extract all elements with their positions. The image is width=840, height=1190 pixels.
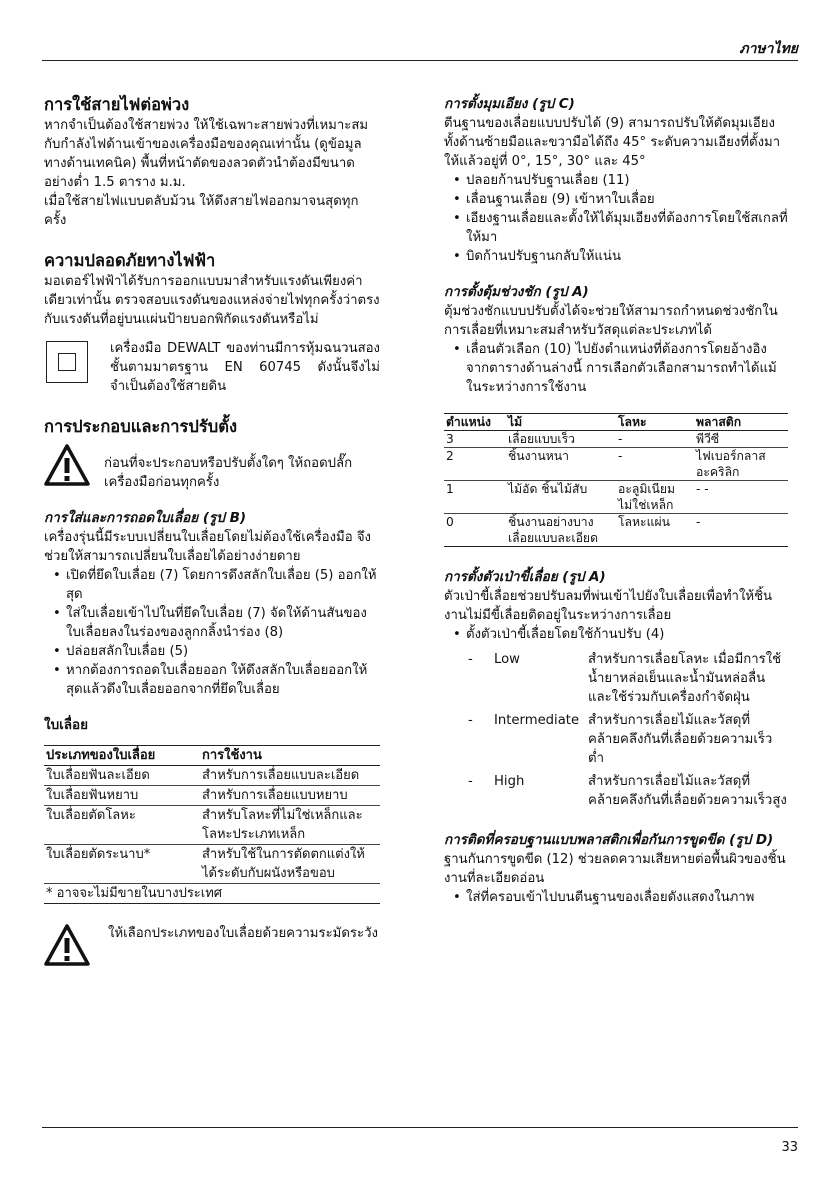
table-header-cell: ไม้ xyxy=(506,414,616,431)
list-item: • ตั้งตัวเป่าขี้เลื่อยโดยใช้ก้านปรับ (4) xyxy=(444,625,788,644)
extension-cable-reel-text: เมื่อใช้สายไฟแบบตลับม้วน ให้ดึงสายไฟออกมาจนสุดทุกครั้ง xyxy=(44,194,359,228)
mode-name: High xyxy=(494,774,525,789)
blade-change-steps xyxy=(44,566,380,699)
guard-text: ฐานกันการขูดขีด (12) ช่วยลดความเสียหายต่อพื้นผิวของชิ้นงานที่ละเอียดอ่อน xyxy=(444,852,786,886)
warning-icon xyxy=(44,444,90,486)
bevel-text: ตีนฐานของเลื่อยแบบปรับได้ (9) สามารถปรับให้ตัดมุมเอียงทั้งด้านซ้ายมือและขวามือได้ถึง 45° ระดับความเอียงที่ตั้งมาให้แล้วอยู่ที่ 0°, 15°, 30° และ 45° xyxy=(444,116,781,169)
extension-cable-text: หากจำเป็นต้องใช้สายพ่วง ให้ใช้เฉพาะสายพ่วงที่เหมาะสมกับกำลังไฟด้านเข้าของเครื่องมือของคุณเท่านั้น (ดูข้อมูลทางด้านเทคนิค) พื้นที่หน้าตัดของลวดตัวนำต้องมีขนาดอย่างต่ำ 1.5 ตาราง ม.ม. xyxy=(44,118,369,190)
list-item: • ใส่ใบเลื่อยเข้าไปในที่ยึดใบเลื่อย (7) จัดให้ด้านสันของใบเลื่อยลงในร่องของลูกกลิ้งนำร่อง (8) xyxy=(44,604,380,642)
page-number: 33 xyxy=(781,1140,798,1155)
table-row xyxy=(44,845,380,884)
guard-heading: การติดที่ครอบฐานแบบพลาสติกเพื่อกันการขูดขีด (รูป D) xyxy=(444,832,774,848)
table-cell: 1 xyxy=(444,481,506,514)
table-header-cell: พลาสติก xyxy=(694,414,788,431)
double-insulation-note xyxy=(44,339,380,396)
table-footnote: * อาจจะไม่มีขายในบางประเทศ xyxy=(44,884,380,904)
list-item: • บิดก้านปรับฐานกลับให้แน่น xyxy=(444,247,788,266)
assembly-warning-text: ก่อนที่จะประกอบหรือปรับตั้งใดๆ ให้ถอดปลั๊กเครื่องมือก่อนทุกครั้ง xyxy=(104,456,353,490)
blower-modes xyxy=(468,650,788,810)
blade-warning-text: ให้เลือกประเภทของใบเลื่อยด้วยความระมัดระวัง xyxy=(108,926,378,941)
list-item: • เลื่อนตัวเลือก (10) ไปยังตำแหน่งที่ต้องการโดยอ้างอิงจากตารางด้านล่างนี้ การเลือกตัวเลือกสามารถทำได้แม้ในระหว่างการใช้งาน xyxy=(444,340,788,397)
table-cell: สำหรับการเลื่อยแบบหยาบ xyxy=(200,786,380,806)
blower-steps xyxy=(444,625,788,644)
blower-mode-low: - Low สำหรับการเลื่อยโลหะ เมื่อมีการใช้น้ำยาหล่อเย็นและน้ำมันหล่อลื่น และใช้ร่วมกับเครื่องกำจัดฝุ่น xyxy=(468,650,788,707)
table-cell: ใบเลื่อยตัดโลหะ xyxy=(44,806,200,845)
mode-desc: สำหรับการเลื่อยไม้และวัสดุที่คล้ายคลึงกันที่เลื่อยด้วยความเร็วต่ำ xyxy=(588,713,773,766)
table-row xyxy=(44,786,380,806)
list-item: • เปิดที่ยึดใบเลื่อย (7) โดยการดึงสลักใบเลื่อย (5) ออกให้สุด xyxy=(44,566,380,604)
table-cell: - xyxy=(694,514,788,547)
mode-name: Low xyxy=(494,652,520,667)
assembly-heading: การประกอบและการปรับตั้ง xyxy=(44,417,237,436)
table-cell: โลหะแผ่น xyxy=(616,514,694,547)
table-cell: ใบเลื่อยตัดระนาบ* xyxy=(44,845,200,884)
assembly-warning xyxy=(44,444,380,492)
list-item: • ใส่ที่ครอบเข้าไปบนตีนฐานของเลื่อยดังแสดงในภาพ xyxy=(444,888,788,907)
list-item: • เลื่อนฐานเลื่อย (9) เข้าหาใบเลื่อย xyxy=(444,190,788,209)
electrical-safety-text: มอเตอร์ไฟฟ้าได้รับการออกแบบมาสำหรับแรงดันเพียงค่าเดียวเท่านั้น ตรวจสอบแรงดันของแหล่งจ่ายไฟทุกครั้งว่าตรงกับแรงดันที่อยู่บนแผ่นป้ายบอกพิกัดแรงดันหรือไม่ xyxy=(44,274,380,327)
table-cell: - xyxy=(616,448,694,481)
blower-text: ตัวเป่าขี้เลื่อยช่วยปรับลมที่พ่นเข้าไปยังใบเลื่อยเพื่อทำให้ชิ้นงานไม่มีขี้เลื่อยติดอยู่ในระหว่างการเลื่อย xyxy=(444,589,773,623)
list-item: • หากต้องการถอดใบเลื่อยออก ให้ดึงสลักใบเลื่อยออกให้สุดแล้วดึงใบเลื่อยออกจากที่ยึดใบเลื่อย xyxy=(44,661,380,699)
table-cell: - xyxy=(618,432,623,446)
right-column xyxy=(444,94,788,907)
table-header-row xyxy=(44,746,380,766)
electrical-safety-heading: ความปลอดภัยทางไฟฟ้า xyxy=(44,251,216,270)
table-row xyxy=(44,766,380,786)
list-item: • เอียงฐานเลื่อยและตั้งให้ได้มุมเอียงที่ต้องการโดยใช้สเกลที่ให้มา xyxy=(444,209,788,247)
table-cell: สำหรับโลหะที่ไม่ใช่เหล็กและโลหะประเภทเหล็ก xyxy=(200,806,380,845)
stroke-table xyxy=(444,413,788,547)
table-row xyxy=(44,806,380,845)
table-cell: สำหรับการเลื่อยแบบละเอียด xyxy=(202,768,360,783)
table-cell: พีวีซี xyxy=(696,432,720,446)
bevel-heading: การตั้งมุมเอียง (รูป C) xyxy=(444,96,575,112)
blower-heading: การตั้งตัวเป่าขี้เลื่อย (รูป A) xyxy=(444,569,606,585)
extension-cable-heading: การใช้สายไฟต่อพ่วง xyxy=(44,95,190,114)
table-cell: เลื่อยแบบเร็ว xyxy=(508,432,575,446)
table-cell: 2 xyxy=(444,448,506,481)
mode-desc: สำหรับการเลื่อยโลหะ เมื่อมีการใช้น้ำยาหล่อเย็นและน้ำมันหล่อลื่น และใช้ร่วมกับเครื่องกำจัดฝุ่น xyxy=(588,652,782,705)
table-header-cell: ตำแหน่ง xyxy=(444,414,506,431)
guard-steps xyxy=(444,888,788,907)
table-row xyxy=(444,431,788,448)
mode-desc: สำหรับการเลื่อยไม้และวัสดุที่คล้ายคลึงกันที่เลื่อยด้วยความเร็วสูง xyxy=(588,774,787,808)
table-cell: ใบเลื่อยฟันละเอียด xyxy=(46,768,150,783)
table-cell: สำหรับใช้ในการตัดตกแต่งให้ได้ระดับกับผนังหรือขอบ xyxy=(200,845,380,884)
table-cell: อะลูมิเนียม ไม่ใช่เหล็ก xyxy=(616,481,694,514)
double-insulation-text: เครื่องมือ DEWALT ของท่านมีการหุ้มฉนวนสองชั้นตามมาตรฐาน EN 60745 ดังนั้นจึงไม่จำเป็นต้องใช้สายดิน xyxy=(110,341,380,394)
table-cell: ชิ้นงานหนา xyxy=(506,448,616,481)
warning-icon xyxy=(44,924,90,966)
blade-change-heading: การใส่และการถอดใบเลื่อย (รูป B) xyxy=(44,510,247,526)
blade-warning xyxy=(44,924,380,966)
mode-name: Intermediate xyxy=(494,713,580,728)
blades-heading: ใบเลื่อย xyxy=(44,717,89,733)
table-cell: - - xyxy=(694,481,788,514)
table-cell: ไม้อัด ชิ้นไม้สับ xyxy=(506,481,616,514)
stroke-steps xyxy=(444,340,788,397)
blower-mode-high: - High สำหรับการเลื่อยไม้และวัสดุที่คล้ายคลึงกันที่เลื่อยด้วยความเร็วสูง xyxy=(468,774,787,808)
blower-mode-intermediate: - Intermediate สำหรับการเลื่อยไม้และวัสดุที่คล้ายคลึงกันที่เลื่อยด้วยความเร็วต่ำ xyxy=(468,711,788,768)
stroke-text: ตุ้มช่วงชักแบบปรับตั้งได้จะช่วยให้สามารถกำหนดช่วงชักในการเลื่อยที่เหมาะสมสำหรับวัสดุแต่ละประเภทได้ xyxy=(444,304,778,338)
left-column xyxy=(44,94,380,966)
table-header-cell: การใช้งาน xyxy=(200,746,380,766)
list-item: • ปลอยก้านปรับฐานเลื่อย (11) xyxy=(444,171,788,190)
double-insulation-icon xyxy=(46,341,88,383)
table-header-cell: ประเภทของใบเลื่อย xyxy=(44,746,200,766)
table-header-cell: โลหะ xyxy=(616,414,694,431)
table-cell: 0 xyxy=(444,514,506,547)
stroke-heading: การตั้งตุ้มช่วงชัก (รูป A) xyxy=(444,284,589,300)
table-cell: ไฟเบอร์กลาส อะคริลิก xyxy=(694,448,788,481)
table-cell: ชิ้นงานอย่างบาง เลื่อยแบบละเอียด xyxy=(506,514,616,547)
table-header-row xyxy=(444,414,788,431)
blade-type-table xyxy=(44,745,380,904)
table-row xyxy=(444,514,788,547)
table-row xyxy=(444,481,788,514)
language-label: ภาษาไทย xyxy=(739,41,798,57)
page-header xyxy=(42,36,798,61)
blade-change-text: เครื่องรุ่นนี้มีระบบเปลี่ยนใบเลื่อยโดยไม่ต้องใช้เครื่องมือ จึงช่วยให้สามารถเปลี่ยนใบเลื่อยได้อย่างง่ายดาย xyxy=(44,530,371,564)
page-footer xyxy=(42,1127,798,1155)
table-cell: 3 xyxy=(446,432,454,446)
bevel-steps xyxy=(444,171,788,266)
table-row xyxy=(444,448,788,481)
list-item: • ปล่อยสลักใบเลื่อย (5) xyxy=(44,642,380,661)
table-footnote-row xyxy=(44,884,380,904)
table-cell: ใบเลื่อยฟันหยาบ xyxy=(44,786,200,806)
